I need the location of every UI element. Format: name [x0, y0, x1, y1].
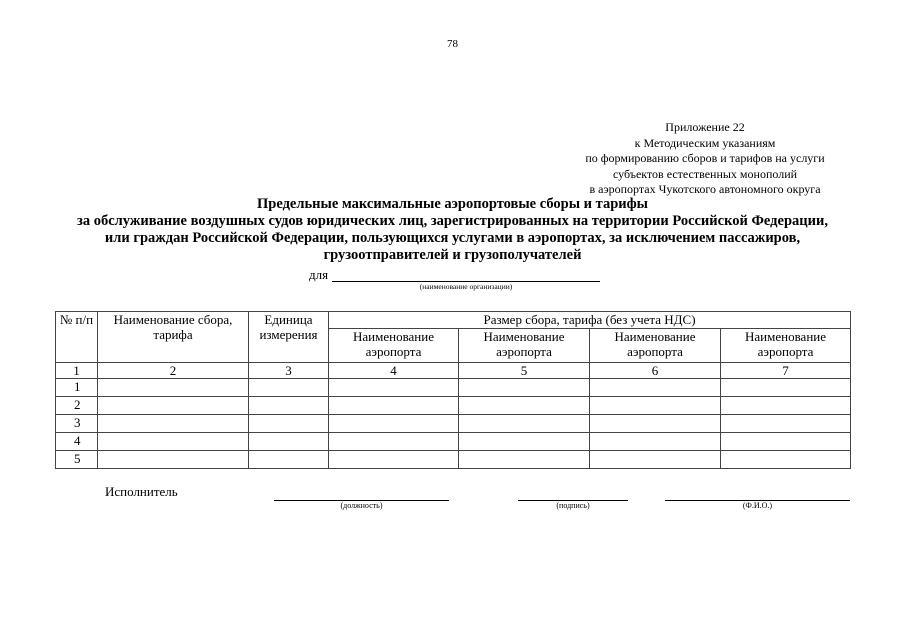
table-cell: [721, 433, 851, 451]
table-cell: [721, 379, 851, 397]
title-line: Предельные максимальные аэропортовые сборы и тарифы: [257, 196, 648, 212]
table-cell: [98, 433, 249, 451]
table-cell: [249, 433, 329, 451]
table-cell: [721, 397, 851, 415]
table-row: [56, 379, 851, 397]
header-airport: Наименование аэропорта: [590, 329, 721, 363]
header-airport: Наименование аэропорта: [721, 329, 851, 363]
table-cell: [459, 433, 590, 451]
table-cell: [98, 415, 249, 433]
for-label: для: [309, 267, 329, 282]
full-name-caption: (Ф.И.О.): [742, 501, 773, 510]
table-row: [56, 397, 851, 415]
title-line: за обслуживание воздушных судов юридических лиц, зарегистрированных на территории Российской Федерации,: [77, 213, 828, 229]
appendix-line: в аэропортах Чукотского автономного округа: [589, 182, 821, 196]
executor-label: Исполнитель: [105, 484, 178, 499]
table-cell: [329, 397, 459, 415]
table-cell: [98, 397, 249, 415]
column-number: 5: [459, 363, 590, 379]
appendix-reference: [575, 120, 835, 198]
column-number: 2: [98, 363, 249, 379]
row-number: 4: [56, 433, 98, 451]
row-number: 5: [56, 451, 98, 469]
table-cell: [590, 379, 721, 397]
table-cell: [329, 379, 459, 397]
column-number: 6: [590, 363, 721, 379]
table-cell: [329, 415, 459, 433]
header-number: № п/п: [56, 312, 98, 363]
tariff-table: [55, 311, 851, 469]
header-airport: Наименование аэропорта: [459, 329, 590, 363]
title-line: грузоотправителей и грузополучателей: [323, 247, 582, 263]
document-title: [40, 196, 865, 264]
table-cell: [249, 415, 329, 433]
header-fee-size: Размер сбора, тарифа (без учета НДС): [329, 312, 851, 329]
table-cell: [98, 451, 249, 469]
table-cell: [721, 451, 851, 469]
position-caption: (должность): [340, 501, 383, 510]
row-number: 3: [56, 415, 98, 433]
appendix-line: по формированию сборов и тарифов на услуги: [585, 151, 825, 165]
header-fee-name: Наименование сбора, тарифа: [98, 312, 249, 363]
table-cell: [590, 415, 721, 433]
table-cell: [249, 397, 329, 415]
table-cell: [459, 397, 590, 415]
column-number: 1: [56, 363, 98, 379]
column-number: 7: [721, 363, 851, 379]
row-number: 2: [56, 397, 98, 415]
table-cell: [459, 379, 590, 397]
table-cell: [249, 379, 329, 397]
table-cell: [590, 397, 721, 415]
header-unit: Единица измерения: [249, 312, 329, 363]
table-cell: [329, 433, 459, 451]
table-cell: [459, 415, 590, 433]
appendix-line: субъектов естественных монополий: [612, 166, 798, 181]
table-cell: [590, 433, 721, 451]
row-number: 1: [56, 379, 98, 397]
column-number: 3: [249, 363, 329, 379]
table-row: [56, 415, 851, 433]
title-line: или граждан Российской Федерации, пользующихся услугами в аэропортах, за исключением пассажиров,: [104, 230, 801, 246]
table-cell: [98, 379, 249, 397]
table-row: [56, 451, 851, 469]
header-airport: Наименование аэропорта: [329, 329, 459, 363]
table-cell: [721, 415, 851, 433]
table-cell: [459, 451, 590, 469]
signature-caption: (подпись): [556, 501, 590, 510]
table-cell: [329, 451, 459, 469]
appendix-line: Приложение 22: [665, 120, 745, 134]
table-row: [56, 433, 851, 451]
table-cell: [590, 451, 721, 469]
column-number: 4: [329, 363, 459, 379]
page-number: 78: [447, 38, 458, 50]
table-cell: [249, 451, 329, 469]
appendix-line: к Методическим указаниям: [634, 135, 776, 150]
organization-caption: (наименование организации): [419, 282, 513, 291]
